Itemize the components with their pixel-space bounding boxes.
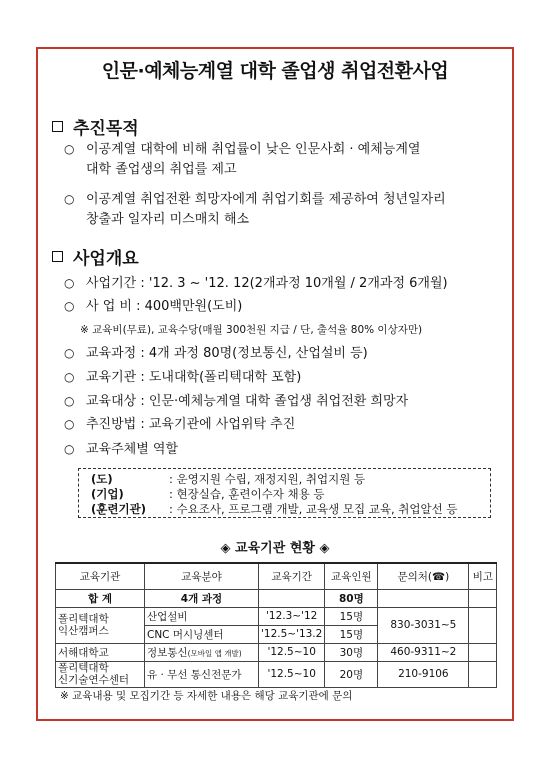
circle-bullet-icon: ○ [64, 442, 75, 456]
document-title: 인문·예체능계열 대학 졸업생 취업전환사업 [101, 60, 449, 82]
cell-field: CNC 머시닝센터 [145, 625, 259, 643]
purpose-item-1-cont: 대학 졸업생의 취업를 제고 [86, 162, 237, 177]
cell-institution: 폴리텍대학 신기술연수센터 [56, 661, 145, 687]
footnote: ※ 교육내용 및 모집기간 등 자세한 내용은 해당 교육기관에 문의 [60, 690, 353, 702]
square-bullet-icon [52, 121, 63, 132]
header-remarks: 비고 [469, 563, 497, 589]
overview-period: ○ 사업기간 : '12. 3 ~ '12. 12(2개과정 10개월 / 2개과정 6개월) [64, 273, 448, 294]
roles-box [78, 468, 491, 518]
header-contact: 문의처(☎) [378, 563, 469, 589]
total-label: 합 계 [56, 589, 145, 607]
circle-bullet-icon: ○ [64, 394, 75, 408]
table-title: ◈ 교육기관 현황 ◈ [220, 541, 330, 556]
overview-roles: ○ 교육주체별 역할 [64, 439, 178, 460]
cell-contact: 460-9311~2 [378, 643, 469, 661]
purpose-item-2: ○ 이공계열 취업전환 희망자에게 취업기회를 제공하여 청년일자리 [64, 189, 446, 210]
table-header-row [56, 563, 497, 589]
cell-field: 정보통신(모바일 앱 개발) [145, 643, 259, 661]
circle-bullet-icon: ○ [64, 299, 75, 313]
role-province: (도) : 운영지원 수립, 재정지원, 취업지원 등 [91, 472, 366, 486]
total-field: 4개 과정 [145, 589, 259, 607]
cell-remarks [469, 661, 497, 687]
overview-budget: ○ 사 업 비 : 400백만원(도비) [64, 296, 242, 317]
purpose-item-2-cont: 창출과 일자리 미스매치 해소 [86, 212, 250, 227]
header-field: 교육분야 [145, 563, 259, 589]
overview-target: ○ 교육대상 : 인문·예체능계열 대학 졸업생 취업전환 희망자 [64, 391, 408, 412]
overview-method: ○ 추진방법 : 교육기관에 사업위탁 추진 [64, 414, 295, 435]
circle-bullet-icon: ○ [64, 192, 75, 206]
circle-bullet-icon: ○ [64, 142, 75, 156]
cell-contact: 830-3031~5 [378, 607, 469, 643]
cell-field: 유 · 무선 통신전문가 [145, 661, 259, 687]
table-row [56, 607, 497, 625]
total-contact [378, 589, 469, 607]
role-company: (기업) : 현장실습, 훈련이수자 채용 등 [91, 487, 325, 501]
cell-count: 30명 [325, 643, 378, 661]
total-period [259, 589, 325, 607]
square-bullet-icon [52, 251, 63, 262]
table-row [56, 643, 497, 661]
header-count: 교육인원 [325, 563, 378, 589]
cell-field: 산업설비 [145, 607, 259, 625]
total-count: 80명 [325, 589, 378, 607]
circle-bullet-icon: ○ [64, 276, 75, 290]
section-heading-purpose: 추진목적 [52, 114, 139, 139]
cell-count: 15명 [325, 607, 378, 625]
overview-courses: ○ 교육과정 : 4개 과정 80명(정보통신, 산업설비 등) [64, 343, 368, 364]
cell-period: '12.5~10 [259, 661, 325, 687]
section-heading-overview: 사업개요 [52, 244, 139, 269]
circle-bullet-icon: ○ [64, 370, 75, 384]
purpose-item-1: ○ 이공계열 대학에 비해 취업률이 낮은 인문사회 · 예체능계열 [64, 139, 420, 160]
table-row [56, 661, 497, 687]
cell-count: 15명 [325, 625, 378, 643]
cell-remarks [469, 643, 497, 661]
cell-remarks [469, 607, 497, 643]
cell-count: 20명 [325, 661, 378, 687]
cell-contact: 210-9106 [378, 661, 469, 687]
cell-period: '12.5~10 [259, 643, 325, 661]
total-remarks [469, 589, 497, 607]
cell-institution: 폴리텍대학 익산캠퍼스 [56, 607, 145, 643]
table-row-total [56, 589, 497, 607]
circle-bullet-icon: ○ [64, 417, 75, 431]
cell-period: '12.5~'13.2 [259, 625, 325, 643]
cell-institution: 서해대학교 [56, 643, 145, 661]
header-period: 교육기간 [259, 563, 325, 589]
header-institution: 교육기관 [56, 563, 145, 589]
overview-institutions: ○ 교육기관 : 도내대학(폴리텍대학 포함) [64, 367, 301, 388]
cell-period: '12.3~'12 [259, 607, 325, 625]
overview-note: ※ 교육비(무료), 교육수당(매월 300천원 지급 / 단, 출석율 80% 이상자만) [80, 324, 423, 336]
institution-table [55, 562, 497, 688]
role-training-institution: (훈련기관) : 수요조사, 프로그램 개발, 교육생 모집 교육, 취업알선 등 [91, 502, 458, 516]
circle-bullet-icon: ○ [64, 346, 75, 360]
